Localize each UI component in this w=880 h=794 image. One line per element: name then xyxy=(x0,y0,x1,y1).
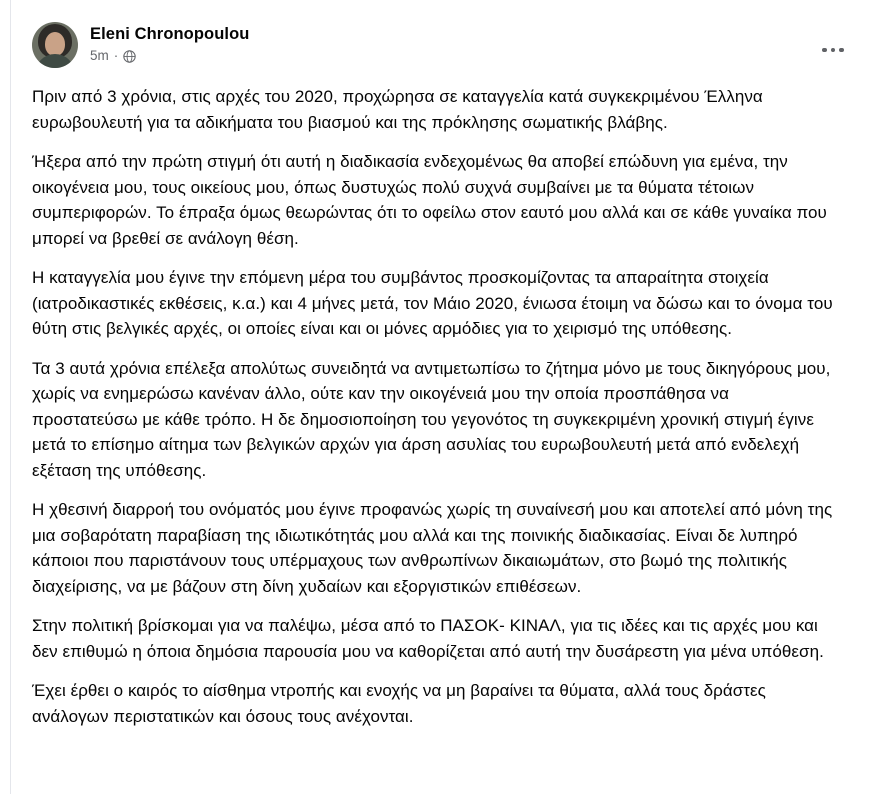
post-paragraph: Πριν από 3 χρόνια, στις αρχές του 2020, προχώρησα σε καταγγελία κατά συγκεκριμένου Έλληνα ευρωβουλευτή για τα αδικήματα του βιασμού και της πρόκλησης σωματικής βλάβης. xyxy=(32,87,763,132)
avatar-body xyxy=(35,54,75,68)
ellipsis-dot xyxy=(822,48,827,53)
post-timestamp[interactable]: 5m xyxy=(90,48,109,63)
post-paragraph: Η χθεσινή διαρροή του ονόματός μου έγινε προφανώς χωρίς τη συναίνεσή μου και αποτελεί από μόνη της μια σοβαρότατη παραβίαση της ιδιωτικότητάς μου αλλά και της ποινικής διαδικασίας. Είναι δε λυπηρό κάποιοι που παριστάνουν τους υπέρμαχους των ανθρωπίνων δικαιωμάτων, στο βωμό της πολιτικής διαχείρισης, να με βάζουν στη δίνη χυδαίων και εξοργιστικών επιθέσεων. xyxy=(32,500,833,596)
left-divider xyxy=(10,0,11,794)
post-paragraph: Στην πολιτική βρίσκομαι για να παλέψω, μέσα από το ΠΑΣΟΚ- ΚΙΝΑΛ, για τις ιδέες και τις αρχές μου και δεν επιθυμώ η όποια δημόσια παρουσία μου να καθορίζεται από αυτή την δυσάρεστη για μένα υπόθεση. xyxy=(32,616,824,661)
ellipsis-dot xyxy=(839,48,844,53)
post-body xyxy=(28,84,844,729)
avatar[interactable] xyxy=(32,22,78,68)
post-paragraph: Ήξερα από την πρώτη στιγμή ότι αυτή η διαδικασία ενδεχομένως θα αποβεί επώδυνη για εμένα, την οικογένεια μου, τους οικείους μου, όπως δυστυχώς πολύ συχνά συμβαίνει με τα θύματα τέτοιων συμπεριφορών. Το έπραξα όμως θεωρώντας ότι το οφείλω στον εαυτό μου αλλά και σε κάθε γυναίκα που μπορεί να βρεθεί σε ανάλογη θέση. xyxy=(32,152,827,248)
avatar-face xyxy=(45,32,65,56)
ellipsis-dot xyxy=(831,48,836,53)
post-header xyxy=(28,22,844,68)
post-paragraph: Η καταγγελία μου έγινε την επόμενη μέρα του συμβάντος προσκομίζοντας τα απαραίτητα στοιχεία (ιατροδικαστικές εκθέσεις, κ.α.) και 4 μήνες μετά, τον Μάιο 2020, ένιωσα έτοιμη να δώσω και το όνομα του θύτη στις βελγικές αρχές, οι οποίες είναι και οι μόνες αρμόδιες για το χειρισμό της υπόθεσης. xyxy=(32,268,833,338)
post-paragraph: Έχει έρθει ο καιρός το αίσθημα ντροπής και ενοχής να μη βαραίνει τα θύματα, αλλά τους δράστες ανάλογων περιστατικών και όσους τους ανέχονται. xyxy=(32,681,766,726)
globe-icon[interactable] xyxy=(123,50,136,63)
post-header-text xyxy=(90,22,249,64)
post-meta xyxy=(90,48,249,64)
post-paragraph: Τα 3 αυτά χρόνια επέλεξα απολύτως συνειδητά να αντιμετωπίσω το ζήτημα μόνο με τους δικηγόρους μου, χωρίς να ενημερώσω κανέναν άλλο, ούτε καν την οικογένειά μου την οποία προσπάθησα να προστατεύσω με κάθε τρόπο. Η δε δημοσιοποίηση του γεγονότος τη συγκεκριμένη χρονική στιγμή έγινε μετά το επίσημο αίτημα των βελγικών αρχών για άρση ασυλίας του ευρωβουλευτή μετά από ενδελεχή εξέταση της υπόθεσης. xyxy=(32,358,831,480)
ellipsis-icon[interactable] xyxy=(816,38,850,62)
author-name[interactable]: Eleni Chronopoulou xyxy=(90,25,250,43)
meta-separator: · xyxy=(113,48,119,63)
